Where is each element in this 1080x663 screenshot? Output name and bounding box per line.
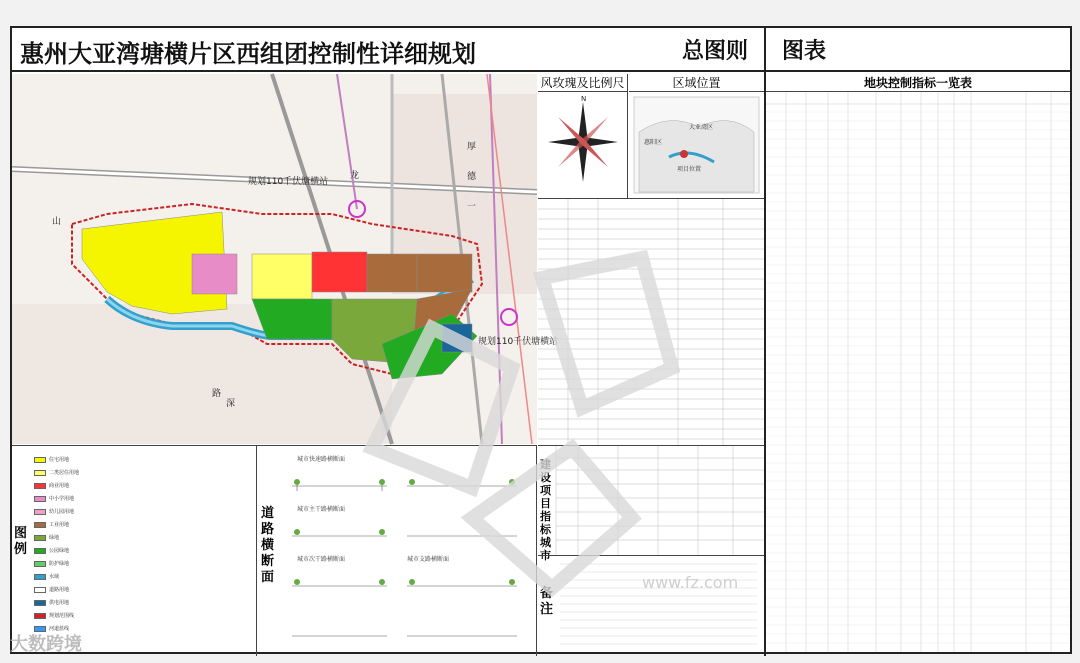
location-map	[629, 92, 764, 198]
legend-item	[34, 573, 59, 581]
charts-title: 图表	[782, 39, 827, 64]
legend-label: 绿地	[49, 535, 60, 541]
land-use-balance-table	[538, 198, 764, 444]
power-station-label-north: 规划110千伏塘横站	[248, 177, 329, 187]
legend-label: 商业用地	[49, 483, 70, 489]
compass-heading: 风玫瑰及比例尺	[538, 74, 628, 92]
legend-swatch	[34, 548, 46, 554]
road-label: 路	[212, 389, 222, 399]
legend-swatch	[34, 496, 46, 502]
legend-title: 图例	[14, 526, 28, 557]
road-label: 厚	[467, 142, 477, 152]
location-heading: 区域位置	[629, 74, 764, 92]
road-label: 德	[467, 172, 477, 182]
legend-swatch	[34, 574, 46, 580]
page-subtitle: 总图则	[682, 39, 749, 64]
legend-label: 河道蓝线	[49, 626, 70, 632]
legend-label: 住宅用地	[49, 457, 70, 463]
legend-swatch	[34, 587, 46, 593]
road-section-drawings	[257, 446, 537, 657]
site-label: 项目位置	[677, 166, 702, 173]
notes	[538, 555, 764, 656]
legend-item	[34, 612, 74, 620]
road-label: 深	[226, 399, 236, 409]
road-label: 一	[467, 202, 477, 212]
wind-rose	[538, 92, 628, 198]
legend-item	[34, 469, 79, 477]
legend-item	[34, 547, 69, 555]
road-label: 龙	[350, 171, 360, 181]
legend-label: 公园绿地	[49, 548, 70, 554]
legend-item	[34, 508, 74, 516]
control-table-title: 地块控制指标一览表	[766, 74, 1070, 92]
legend-label: 水域	[49, 574, 60, 580]
legend-swatch	[34, 457, 46, 463]
legend-swatch	[34, 470, 46, 476]
road-section-label: 城市主干路横断面	[297, 506, 346, 513]
build-index-title: 建设项目指标城市	[540, 458, 551, 562]
legend	[12, 445, 257, 656]
area-label: 大亚湾区	[689, 124, 714, 131]
road-section-label: 城市快速路横断面	[297, 456, 346, 463]
compass-icon	[538, 92, 628, 198]
road-section-label: 城市次干路横断面	[297, 556, 346, 563]
control-index-panel	[766, 74, 1070, 654]
legend-swatch	[34, 483, 46, 489]
legend-item	[34, 482, 69, 490]
legend-swatch	[34, 535, 46, 541]
page-title: 惠州大亚湾塘横片区西组团控制性详细规划	[20, 40, 476, 68]
legend-label: 防护绿地	[49, 561, 70, 567]
title-bar	[12, 28, 1070, 72]
road-section-label: 城市支路横断面	[407, 556, 450, 563]
legend-item	[34, 586, 69, 594]
legend-swatch	[34, 561, 46, 567]
plan-sheet	[10, 26, 1072, 654]
legend-swatch	[34, 600, 46, 606]
legend-label: 中小学用地	[49, 496, 75, 502]
control-index-table	[766, 92, 1070, 652]
power-station-label-east: 规划110千伏塘横站	[478, 337, 559, 347]
legend-label: 供电用地	[49, 600, 70, 606]
legend-swatch	[34, 522, 46, 528]
legend-item	[34, 495, 74, 503]
legend-item	[34, 599, 69, 607]
legend-item	[34, 560, 69, 568]
road-label: 山	[52, 217, 62, 227]
footer-logo: 大数跨境	[10, 634, 82, 655]
legend-item	[34, 521, 69, 529]
legend-label: 规划范围线	[49, 613, 75, 619]
legend-item	[34, 456, 69, 464]
legend-swatch	[34, 509, 46, 515]
legend-label: 二类居住用地	[49, 470, 80, 476]
area-label: 惠阳区	[644, 139, 663, 146]
legend-item	[34, 534, 59, 542]
road-section-title: 道路横断面	[261, 506, 275, 585]
legend-label: 工业用地	[49, 522, 70, 528]
build-index-table	[538, 445, 764, 562]
road-sections	[257, 445, 537, 656]
zoning-map	[12, 74, 559, 444]
legend-swatch	[34, 613, 46, 619]
notes-title: 备注	[540, 586, 554, 617]
legend-label: 道路用地	[49, 587, 70, 593]
map-canvas	[12, 74, 537, 444]
legend-label: 幼儿园用地	[49, 509, 75, 515]
svg-text:N: N	[581, 95, 587, 103]
watermark-url: www.fz.com	[642, 573, 739, 592]
